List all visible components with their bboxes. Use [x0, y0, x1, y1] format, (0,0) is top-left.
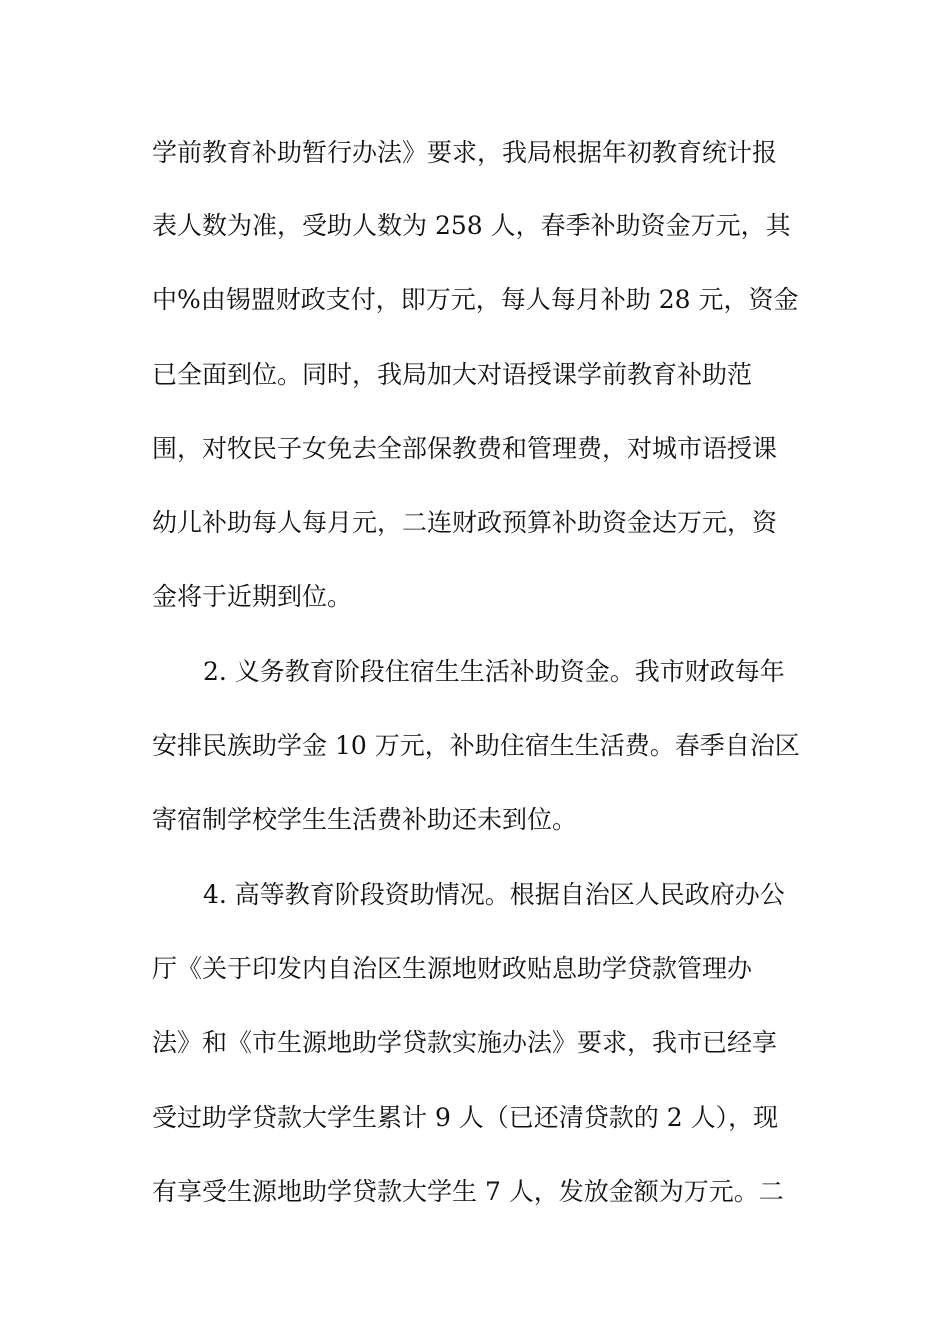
- text-line: 幼儿补助每人每月元，二连财政预算补助资金达万元，资: [152, 508, 778, 537]
- text-line: 受过助学贷款大学生累计 9 人（已还清贷款的 2 人），现: [152, 1103, 779, 1132]
- text-line: 学前教育补助暂行办法》要求，我局根据年初教育统计报: [152, 138, 778, 167]
- text-line: 围，对牧民子女免去全部保教费和管理费，对城市语授课: [152, 434, 778, 463]
- text-line: 厅《关于印发内自治区生源地财政贴息助学贷款管理办: [152, 954, 753, 983]
- text-line: 金将于近期到位。: [152, 582, 353, 611]
- text-line: 中%由锡盟财政支付，即万元，每人每月补助 28 元，资金: [152, 285, 799, 314]
- paragraph-first-line: 4. 高等教育阶段资助情况。根据自治区人民政府办公: [203, 880, 785, 909]
- text-line: 法》和《市生源地助学贷款实施办法》要求，我市已经享: [152, 1028, 778, 1057]
- text-line: 表人数为准，受助人数为 258 人，春季补助资金万元，其: [152, 211, 791, 240]
- text-line: 已全面到位。同时，我局加大对语授课学前教育补助范: [152, 360, 753, 389]
- paragraph-first-line: 2. 义务教育阶段住宿生生活补助资金。我市财政每年: [203, 657, 785, 686]
- text-line: 寄宿制学校学生生活费补助还未到位。: [152, 805, 578, 834]
- text-line: 有享受生源地助学贷款大学生 7 人，发放金额为万元。二: [152, 1177, 784, 1206]
- text-line: 安排民族助学金 10 万元，补助住宿生生活费。春季自治区: [152, 731, 800, 760]
